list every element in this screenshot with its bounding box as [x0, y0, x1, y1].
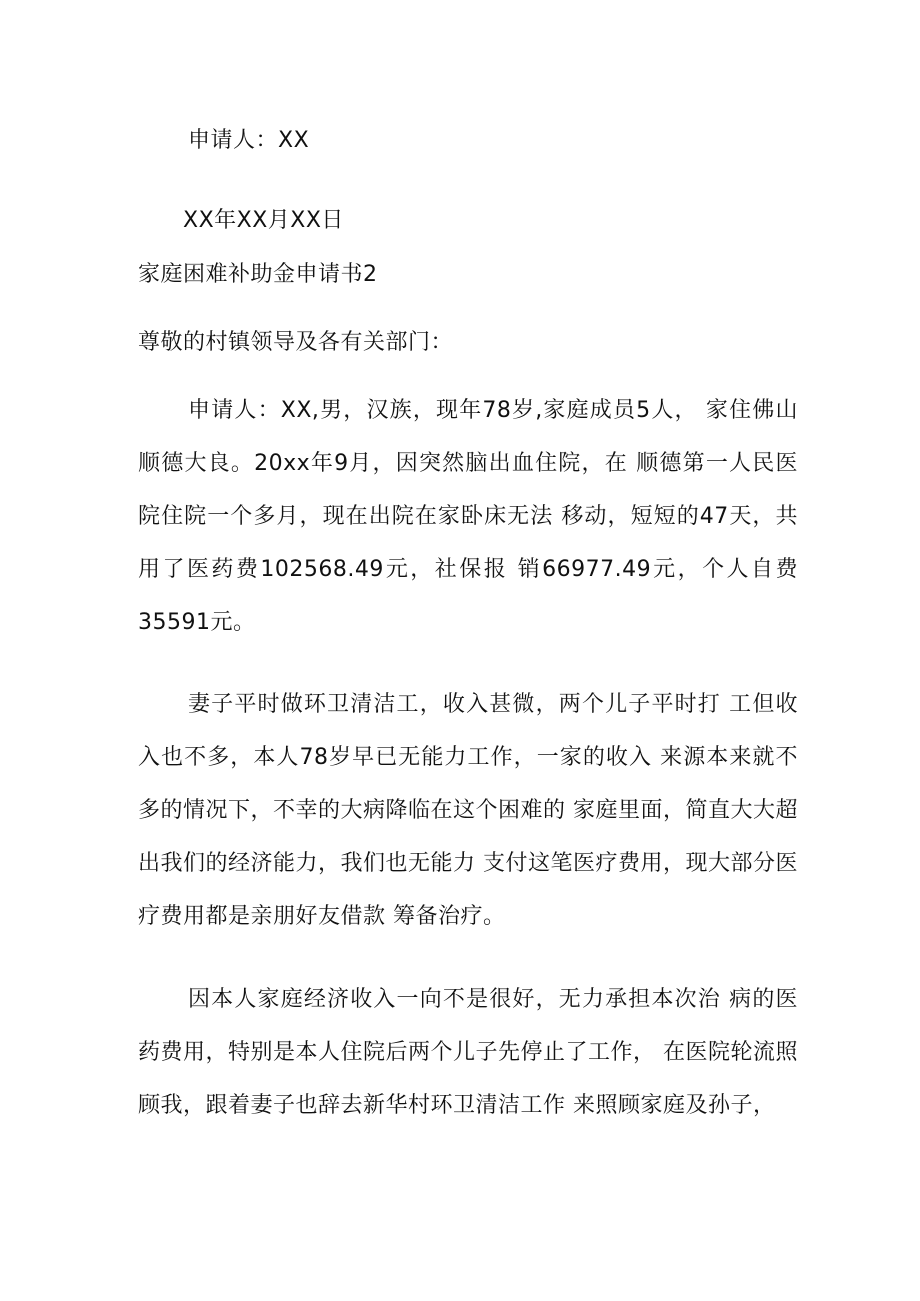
date-line: XX年XX月XX日: [183, 208, 344, 233]
document-title: 家庭困难补助金申请书2: [138, 262, 378, 287]
paragraph-1: 申请人：XX,男，汉族，现年78岁,家庭成员5人， 家住佛山顺德大良。20xx年9月，因突然脑出血住院，在 顺德第一人民医院住院一个多月，现在出院在家卧床无法 移动，短短的47天，共用了医药费102568.49元，社保报 销66977.49元，个人自费35591元。: [138, 398, 798, 635]
applicant-signature: 申请人：XX: [188, 128, 310, 153]
paragraph-2: 妻子平时做环卫清洁工，收入甚微，两个儿子平时打 工但收入也不多，本人78岁早已无能力工作，一家的收入 来源本来就不多的情况下，不幸的大病降临在这个困难的 家庭里面，简直大大超出我们的经济能力，我们也无能力 支付这笔医疗费用，现大部分医疗费用都是亲朋好友借款 筹备治疗。: [138, 692, 798, 929]
paragraph-3: 因本人家庭经济收入一向不是很好，无力承担本次治 病的医药费用，特别是本人住院后两个儿子先停止了工作， 在医院轮流照顾我，跟着妻子也辞去新华村环卫清洁工作 来照顾家庭及孙子，: [138, 987, 798, 1118]
salutation: 尊敬的村镇领导及各有关部门：: [138, 330, 454, 355]
